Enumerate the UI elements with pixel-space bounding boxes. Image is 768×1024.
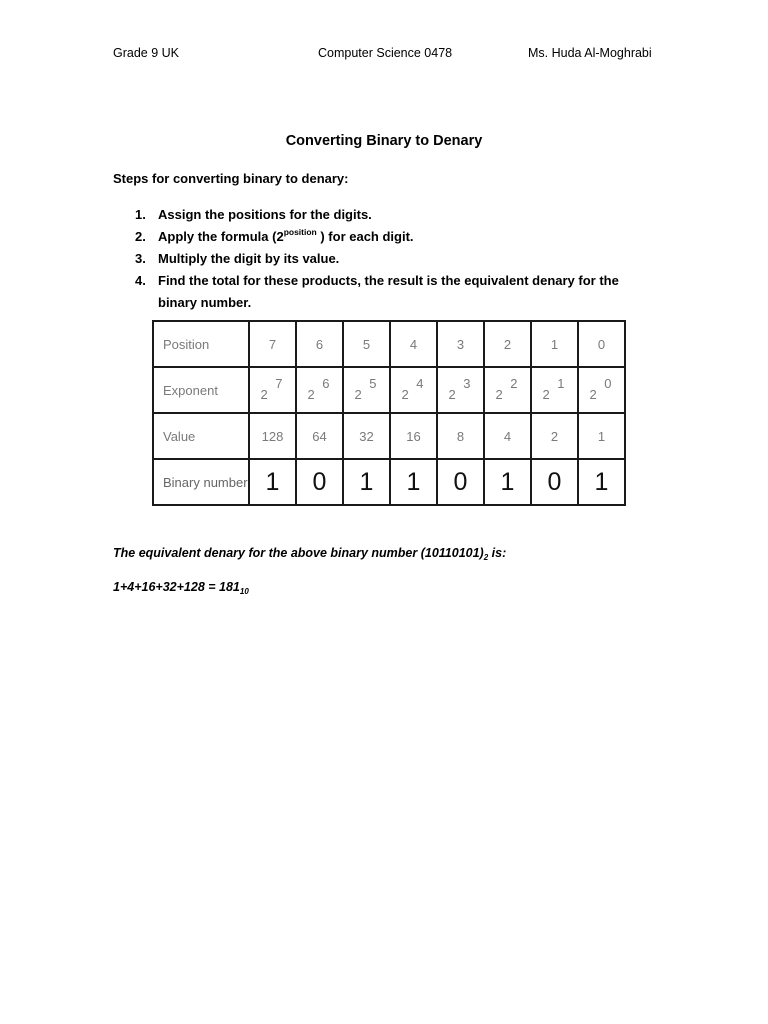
bit-cell: 1 [249, 459, 296, 505]
bit-cell: 0 [437, 459, 484, 505]
step-number: 2. [135, 229, 146, 244]
step-number: 3. [135, 251, 146, 266]
bit-cell: 0 [296, 459, 343, 505]
calculation-text: 1+4+16+32+128 = 181 [113, 580, 240, 594]
exponent-power: 1 [557, 375, 565, 391]
row-label-position: Position [153, 321, 249, 367]
page-header [0, 46, 768, 66]
step-text: Find the total for these products, the result is the equivalent denary for the binary number. [158, 273, 619, 310]
step-2 [113, 226, 643, 248]
row-label-value: Value [153, 413, 249, 459]
bit-cell: 1 [484, 459, 531, 505]
equivalent-text: The equivalent denary for the above binary number (10110101) [113, 546, 484, 560]
position-cell: 3 [437, 321, 484, 367]
exponent-cell [249, 367, 296, 413]
position-cell: 7 [249, 321, 296, 367]
equivalent-statement [113, 546, 506, 560]
exponent-cell [578, 367, 625, 413]
value-cell: 1 [578, 413, 625, 459]
header-subject: Computer Science 0478 [318, 46, 453, 60]
bit-cell: 1 [343, 459, 390, 505]
step-text: Multiply the digit by its value. [158, 251, 340, 266]
position-cell: 0 [578, 321, 625, 367]
exponent-power: 5 [369, 375, 377, 391]
exponent-cell [437, 367, 484, 413]
header-teacher: Ms. Huda Al-Moghrabi [528, 46, 652, 60]
bit-cell: 1 [390, 459, 437, 505]
row-label-binary: Binary number [153, 459, 249, 505]
value-cell: 64 [296, 413, 343, 459]
header-grade: Grade 9 UK [113, 46, 180, 60]
step-number: 4. [135, 273, 146, 288]
step-3 [113, 248, 643, 270]
exponent-power: 7 [275, 375, 283, 391]
step-1 [113, 204, 643, 226]
step-4 [113, 270, 643, 314]
exponent-base: 2 [542, 386, 550, 402]
value-cell: 4 [484, 413, 531, 459]
exponent-base: 2 [401, 386, 409, 402]
exponent-cell [390, 367, 437, 413]
exponent-cell [484, 367, 531, 413]
position-cell: 6 [296, 321, 343, 367]
bit-cell: 0 [531, 459, 578, 505]
exponent-base: 2 [589, 386, 597, 402]
calculation [113, 580, 249, 594]
value-row [153, 413, 625, 459]
value-cell: 8 [437, 413, 484, 459]
step-text-pre: Apply the formula (2 [158, 229, 284, 244]
exponent-power: 3 [463, 375, 471, 391]
step-text: Assign the positions for the digits. [158, 207, 372, 222]
exponent-base: 2 [260, 386, 268, 402]
exponent-base: 2 [495, 386, 503, 402]
exponent-base: 2 [307, 386, 315, 402]
exponent-base: 2 [354, 386, 362, 402]
exponent-base: 2 [448, 386, 456, 402]
steps-list [113, 204, 643, 314]
exponent-power: 6 [322, 375, 330, 391]
exponent-power: 0 [604, 375, 612, 391]
exponent-cell [531, 367, 578, 413]
base-subscript: 2 [483, 553, 489, 562]
position-cell: 2 [484, 321, 531, 367]
exponent-cell [296, 367, 343, 413]
value-cell: 16 [390, 413, 437, 459]
value-cell: 32 [343, 413, 390, 459]
exponent-power: 4 [416, 375, 424, 391]
steps-intro: Steps for converting binary to denary: [113, 171, 349, 186]
value-cell: 128 [249, 413, 296, 459]
step-text-post: ) for each digit. [316, 229, 414, 244]
equivalent-text-end: is: [488, 546, 507, 560]
exponent-power: 2 [510, 375, 518, 391]
document-title: Converting Binary to Denary [285, 133, 483, 149]
value-cell: 2 [531, 413, 578, 459]
exponent-row [153, 367, 625, 413]
binary-row [153, 459, 625, 505]
position-row [153, 321, 625, 367]
formula-superscript: position [283, 227, 317, 237]
bit-cell: 1 [578, 459, 625, 505]
position-cell: 1 [531, 321, 578, 367]
binary-table [152, 320, 626, 506]
step-number: 1. [135, 207, 146, 222]
position-cell: 5 [343, 321, 390, 367]
row-label-exponent: Exponent [153, 367, 249, 413]
result-subscript: 10 [239, 587, 249, 596]
position-cell: 4 [390, 321, 437, 367]
exponent-cell [343, 367, 390, 413]
